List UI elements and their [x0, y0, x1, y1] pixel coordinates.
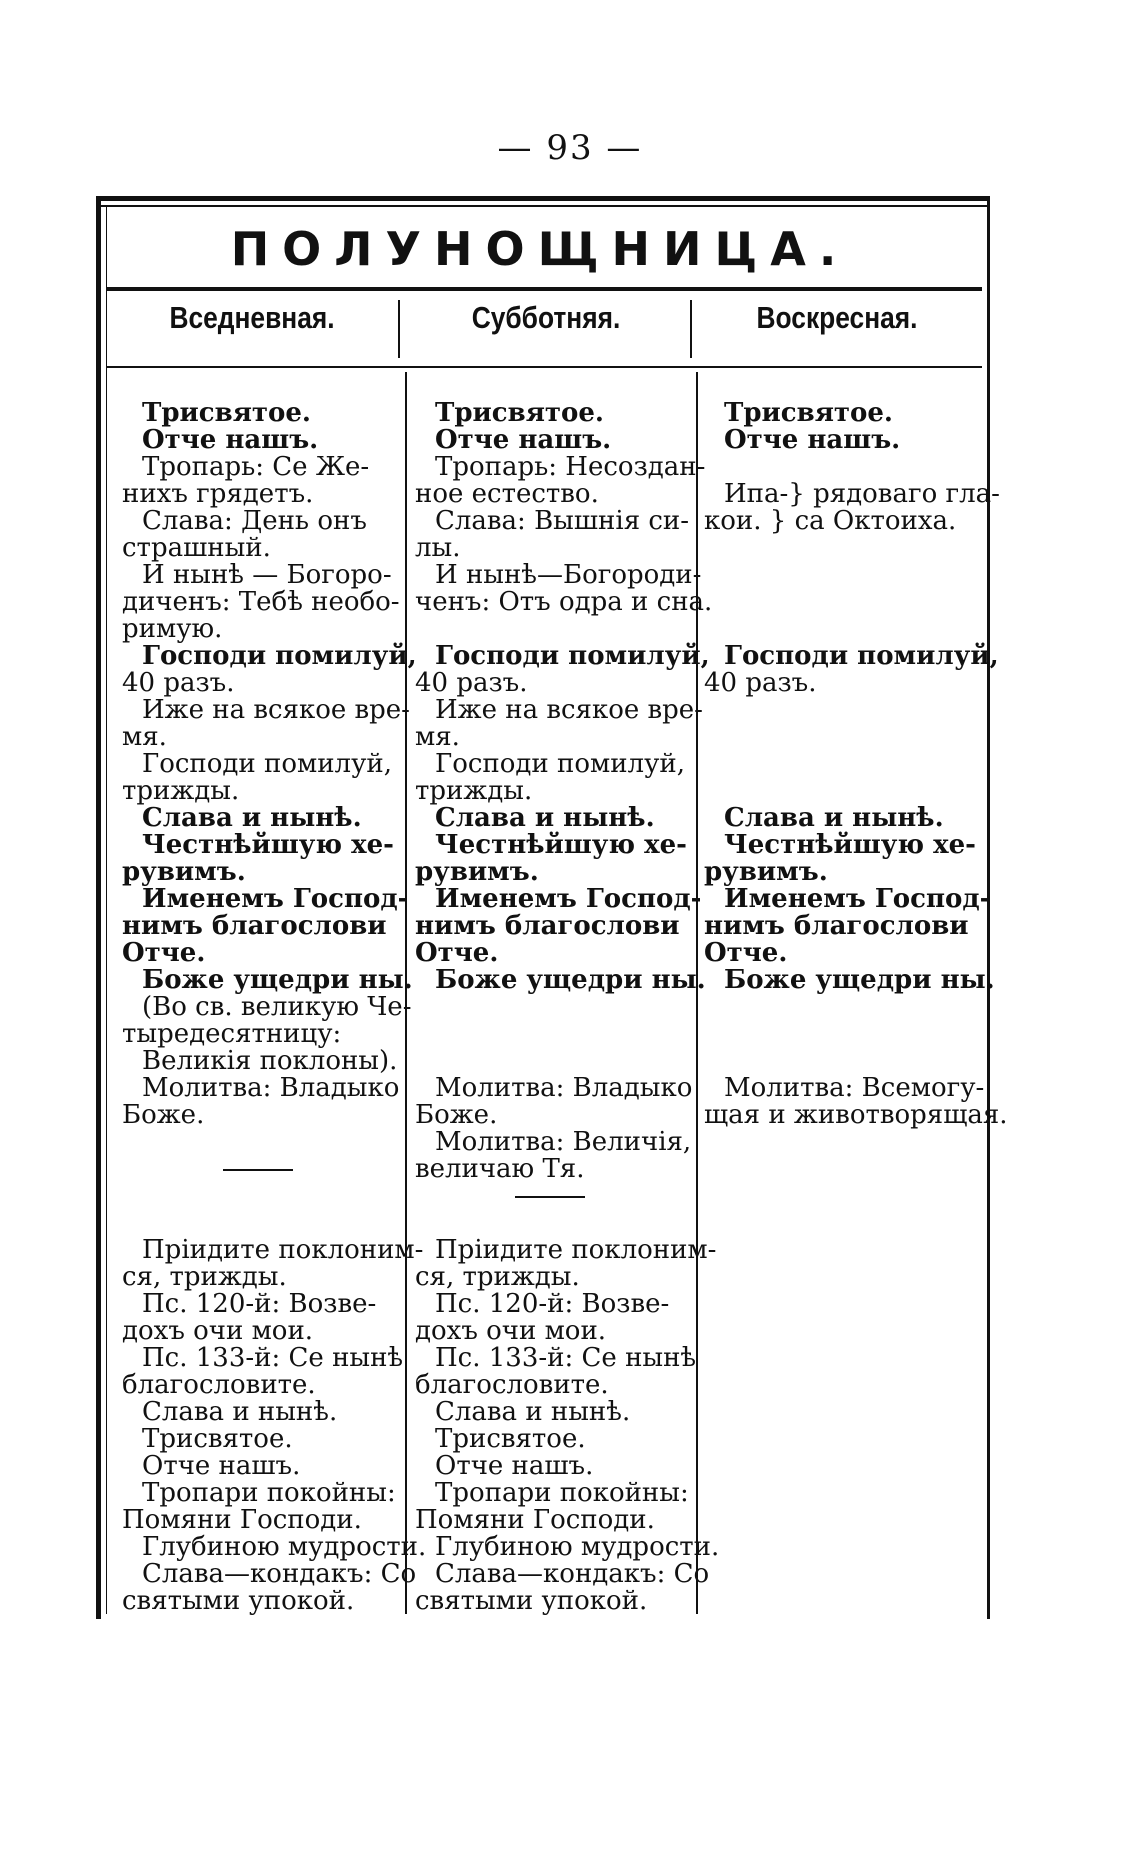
column-1-line: Молитва: Величія,: [435, 1127, 692, 1157]
column-2-line: [704, 1048, 976, 1075]
column-2-line: щая и животворящая.: [704, 1100, 1008, 1130]
column-2-line: [704, 1021, 976, 1048]
column-sunday: [704, 398, 1008, 1130]
column-1-line: благословите.: [415, 1370, 609, 1400]
column-1-line: Боже.: [415, 1100, 498, 1130]
column-1-line: лы.: [415, 533, 461, 563]
column-1-line: Трисвятое.: [435, 398, 604, 428]
column-0-line: Слава и нынѣ.: [142, 1397, 338, 1427]
column-2-line: [704, 562, 976, 589]
section-divider: [515, 1196, 585, 1210]
column-0-line: Отче нашъ.: [142, 1451, 301, 1481]
column-1-line: Пс. 120-й: Возве-: [435, 1289, 670, 1319]
column-0-line: Именемъ Господ-: [142, 884, 409, 914]
column-1-line: [415, 994, 685, 1021]
column-2-line: рувимъ.: [704, 857, 828, 887]
column-2-line: кои. } са Октоиха.: [704, 506, 957, 536]
column-1-line: Трисвятое.: [435, 1424, 586, 1454]
column-1-line: Отче.: [415, 938, 499, 968]
column-1-line: [415, 1048, 685, 1075]
column-0-line: страшный.: [122, 533, 271, 563]
column-2-line: [704, 751, 976, 778]
column-1-line: Иже на всякое вре-: [435, 695, 703, 725]
column-1-line: Слава и нынѣ.: [435, 803, 655, 833]
column-1-line: мя.: [415, 722, 460, 752]
column-1-line: Честнѣйшую хе-: [435, 830, 687, 860]
column-0-line: Пс. 133-й: Се нынѣ: [142, 1343, 404, 1373]
column-0-line: Трисвятое.: [142, 398, 311, 428]
column-0-line: ся, трижды.: [122, 1262, 287, 1292]
column-0-line: благословите.: [122, 1370, 316, 1400]
column-2-line: [704, 724, 976, 751]
column-0-line: Господи помилуй,: [142, 749, 392, 779]
column-2-line: [704, 589, 976, 616]
column-1-line: Молитва: Владыко: [435, 1073, 693, 1103]
column-0-line: Слава—кондакъ: Со: [142, 1559, 417, 1589]
column-1-line: Пріидите поклоним-: [435, 1235, 717, 1265]
column-2-line: Трисвятое.: [724, 398, 893, 428]
column-0-line: Глубиною мудрости.: [142, 1532, 427, 1562]
column-0-line: Великія поклоны).: [142, 1046, 398, 1076]
column-1-line: рувимъ.: [415, 857, 539, 887]
column-1-line: 40 разъ.: [415, 668, 528, 698]
column-saturday: [415, 398, 720, 1616]
header-separator-2: [690, 300, 692, 358]
column-1-line: Отче нашъ.: [435, 425, 612, 455]
column-2-line: [704, 697, 976, 724]
column-1-line: Тропари покойны:: [435, 1478, 689, 1508]
column-0-line: римую.: [122, 614, 223, 644]
column-0-line: Боже ущедри ны.: [142, 965, 413, 995]
column-1-line: [415, 1210, 685, 1237]
column-1-line: Пс. 133-й: Се нынѣ: [435, 1343, 697, 1373]
column-0-line: Отче нашъ.: [142, 425, 319, 455]
header-weekday: Вседневная.: [169, 300, 335, 335]
column-2-line: Молитва: Всемогу-: [724, 1073, 985, 1103]
header-rule: [106, 366, 982, 368]
column-2-line: Именемъ Господ-: [724, 884, 991, 914]
header-sunday: Воскресная.: [756, 300, 918, 335]
column-0-line: Пріидите поклоним-: [142, 1235, 424, 1265]
column-1-line: Глубиною мудрости.: [435, 1532, 720, 1562]
column-1-line: Именемъ Господ-: [435, 884, 702, 914]
column-1-line: Тропарь: Несоздан-: [435, 452, 706, 482]
column-1-line: Господи помилуй,: [435, 749, 685, 779]
header-separator-1: [398, 300, 400, 358]
column-0-line: диченъ: Тебѣ необо-: [122, 587, 400, 617]
column-0-line: (Во св. великую Че-: [142, 992, 412, 1022]
column-1-line: святыми упокой.: [415, 1586, 648, 1616]
column-2-line: 40 разъ.: [704, 668, 817, 698]
column-0-line: Слава и нынѣ.: [142, 803, 362, 833]
column-0-line: Молитва: Владыко: [142, 1073, 400, 1103]
frame-double-rule: [96, 205, 990, 207]
column-0-line: [122, 1129, 394, 1156]
column-2-line: нимъ благослови: [704, 911, 969, 941]
header-saturday: Субботняя.: [471, 300, 621, 335]
column-0-line: святыми упокой.: [122, 1586, 355, 1616]
column-0-line: Помяни Господи.: [122, 1505, 362, 1535]
column-0-line: 40 разъ.: [122, 668, 235, 698]
column-0-line: [122, 1156, 394, 1183]
column-0-line: мя.: [122, 722, 167, 752]
column-1-line: Слава и нынѣ.: [435, 1397, 631, 1427]
column-0-line: нихъ грядетъ.: [122, 479, 314, 509]
column-0-line: рувимъ.: [122, 857, 246, 887]
column-0-line: Слава: День онъ: [142, 506, 367, 536]
column-0-line: Пс. 120-й: Возве-: [142, 1289, 377, 1319]
column-0-line: Господи помилуй,: [142, 641, 417, 671]
column-0-line: Трисвятое.: [142, 1424, 293, 1454]
column-2-line: Честнѣйшую хе-: [724, 830, 976, 860]
column-2-line: Слава и нынѣ.: [724, 803, 944, 833]
column-1-line: Боже ущедри ны.: [435, 965, 706, 995]
page-number: — 93 —: [497, 128, 643, 168]
column-1-line: Слава: Вышнія си-: [435, 506, 690, 536]
column-1-line: И нынѣ—Богороди-: [435, 560, 702, 590]
column-1-line: [415, 1021, 685, 1048]
column-2-line: Господи помилуй,: [724, 641, 999, 671]
column-0-line: И нынѣ — Богоро-: [142, 560, 392, 590]
column-0-line: нимъ благослови: [122, 911, 387, 941]
column-2-line: Боже ущедри ны.: [724, 965, 995, 995]
column-1-line: Слава—кондакъ: Со: [435, 1559, 710, 1589]
column-2-line: [704, 616, 976, 643]
column-2-line: [704, 994, 976, 1021]
column-2-line: Ипа-} рядоваго гла-: [724, 479, 1000, 509]
column-0-line: тыредесятницу:: [122, 1019, 342, 1049]
column-1-line: [415, 1183, 685, 1210]
page-title: ПОЛУНОЩНИЦА.: [230, 222, 850, 276]
column-1-line: нимъ благослови: [415, 911, 680, 941]
column-1-line: [415, 616, 685, 643]
column-2-line: [704, 454, 976, 481]
column-0-line: Тропари покойны:: [142, 1478, 396, 1508]
column-1-line: Помяни Господи.: [415, 1505, 655, 1535]
column-2-line: [704, 535, 976, 562]
section-divider: [223, 1169, 293, 1183]
title-rule: [106, 287, 982, 291]
column-1-line: ченъ: Отъ одра и сна.: [415, 587, 713, 617]
column-1-line: дохъ очи мои.: [415, 1316, 607, 1346]
column-0-line: Тропарь: Се Же-: [142, 452, 370, 482]
column-0-line: трижды.: [122, 776, 240, 806]
column-1-line: величаю Тя.: [415, 1154, 585, 1184]
column-1-line: ся, трижды.: [415, 1262, 580, 1292]
column-0-line: Иже на всякое вре-: [142, 695, 410, 725]
column-1-line: Отче нашъ.: [435, 1451, 594, 1481]
column-0-line: Боже.: [122, 1100, 205, 1130]
column-0-line: [122, 1210, 394, 1237]
column-0-line: Отче.: [122, 938, 206, 968]
column-1-line: трижды.: [415, 776, 533, 806]
column-2-line: Отче.: [704, 938, 788, 968]
column-2-line: Отче нашъ.: [724, 425, 901, 455]
column-0-line: [122, 1183, 394, 1210]
column-1-line: ное естество.: [415, 479, 599, 509]
column-weekday: [122, 398, 427, 1616]
column-0-line: дохъ очи мои.: [122, 1316, 314, 1346]
column-0-line: Честнѣйшую хе-: [142, 830, 394, 860]
column-1-line: Господи помилуй,: [435, 641, 710, 671]
column-2-line: [704, 778, 976, 805]
frame-inner-left-rule: [106, 205, 107, 1614]
